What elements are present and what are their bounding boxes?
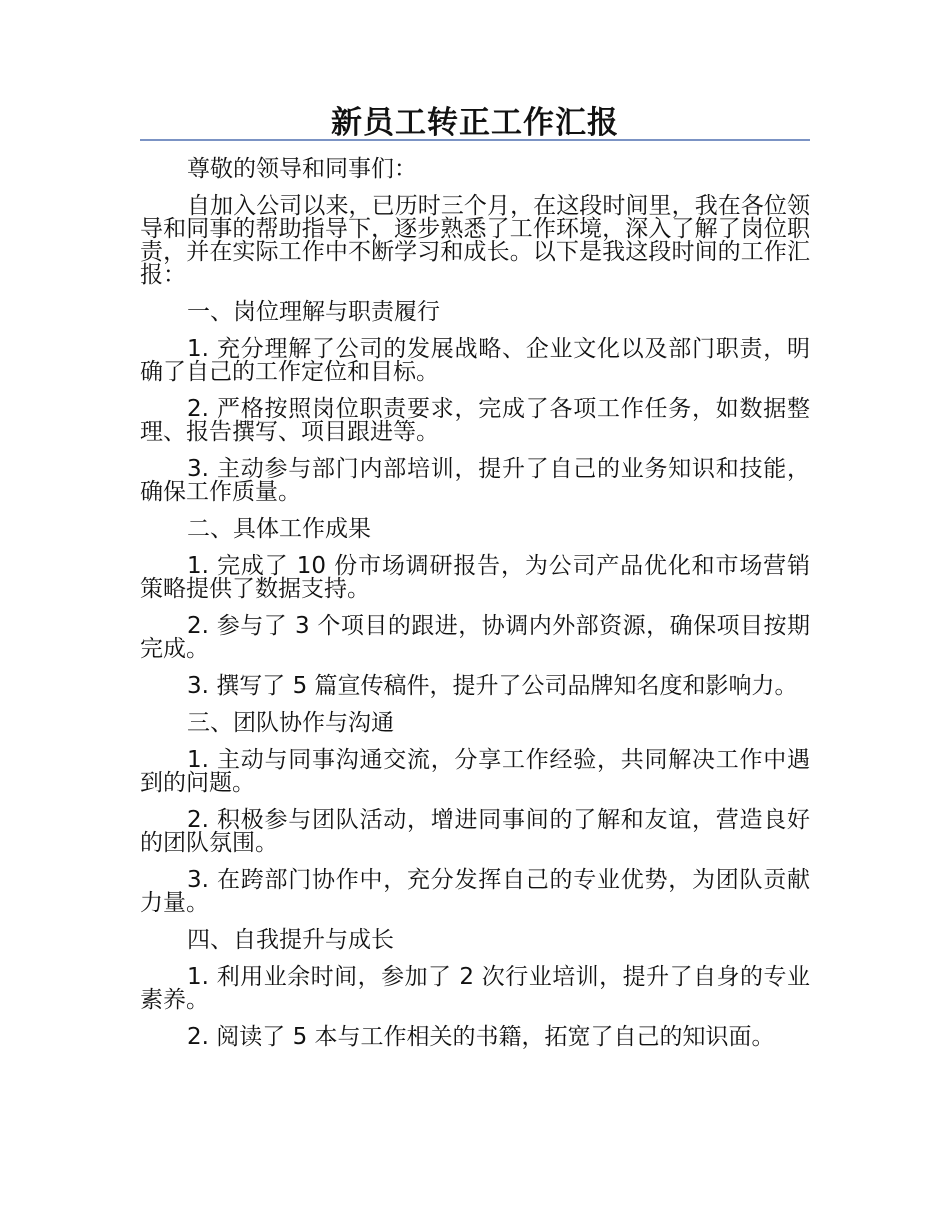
section-heading-4: 四、自我提升与成长 xyxy=(187,927,394,953)
title-underline xyxy=(140,139,810,141)
list-item: 3. 在跨部门协作中，充分发挥自己的专业优势，为团队贡献力量。 xyxy=(140,867,810,916)
list-item: 3. 主动参与部门内部培训，提升了自己的业务知识和技能，确保工作质量。 xyxy=(140,456,810,505)
list-item: 1. 利用业余时间，参加了 2 次行业培训，提升了自身的专业素养。 xyxy=(140,964,810,1013)
section-heading-2: 二、具体工作成果 xyxy=(187,516,371,542)
list-item: 1. 主动与同事沟通交流，分享工作经验，共同解决工作中遇到的问题。 xyxy=(140,747,810,796)
salutation: 尊敬的领导和同事们： xyxy=(187,156,417,182)
list-item: 2. 阅读了 5 本与工作相关的书籍，拓宽了自己的知识面。 xyxy=(187,1024,775,1050)
list-item: 3. 撰写了 5 篇宣传稿件，提升了公司品牌知名度和影响力。 xyxy=(187,673,798,699)
document-body xyxy=(140,158,810,1063)
list-item: 1. 充分理解了公司的发展战略、企业文化以及部门职责，明确了自己的工作定位和目标。 xyxy=(140,336,810,385)
document-title: 新员工转正工作汇报 xyxy=(331,105,619,141)
list-item: 2. 积极参与团队活动，增进同事间的了解和友谊，营造良好的团队氛围。 xyxy=(140,807,810,856)
intro-paragraph: 自加入公司以来，已历时三个月，在这段时间里，我在各位领导和同事的帮助指导下，逐步熟悉了工作环境，深入了解了岗位职责，并在实际工作中不断学习和成长。以下是我这段时间的工作汇报： xyxy=(140,193,810,288)
section-heading-1: 一、岗位理解与职责履行 xyxy=(187,299,440,325)
list-item: 2. 严格按照岗位职责要求，完成了各项工作任务，如数据整理、报告撰写、项目跟进等。 xyxy=(140,396,810,445)
section-heading-3: 三、团队协作与沟通 xyxy=(187,710,394,736)
list-item: 1. 完成了 10 份市场调研报告，为公司产品优化和市场营销策略提供了数据支持。 xyxy=(140,553,810,602)
list-item: 2. 参与了 3 个项目的跟进，协调内外部资源，确保项目按期完成。 xyxy=(140,613,810,662)
